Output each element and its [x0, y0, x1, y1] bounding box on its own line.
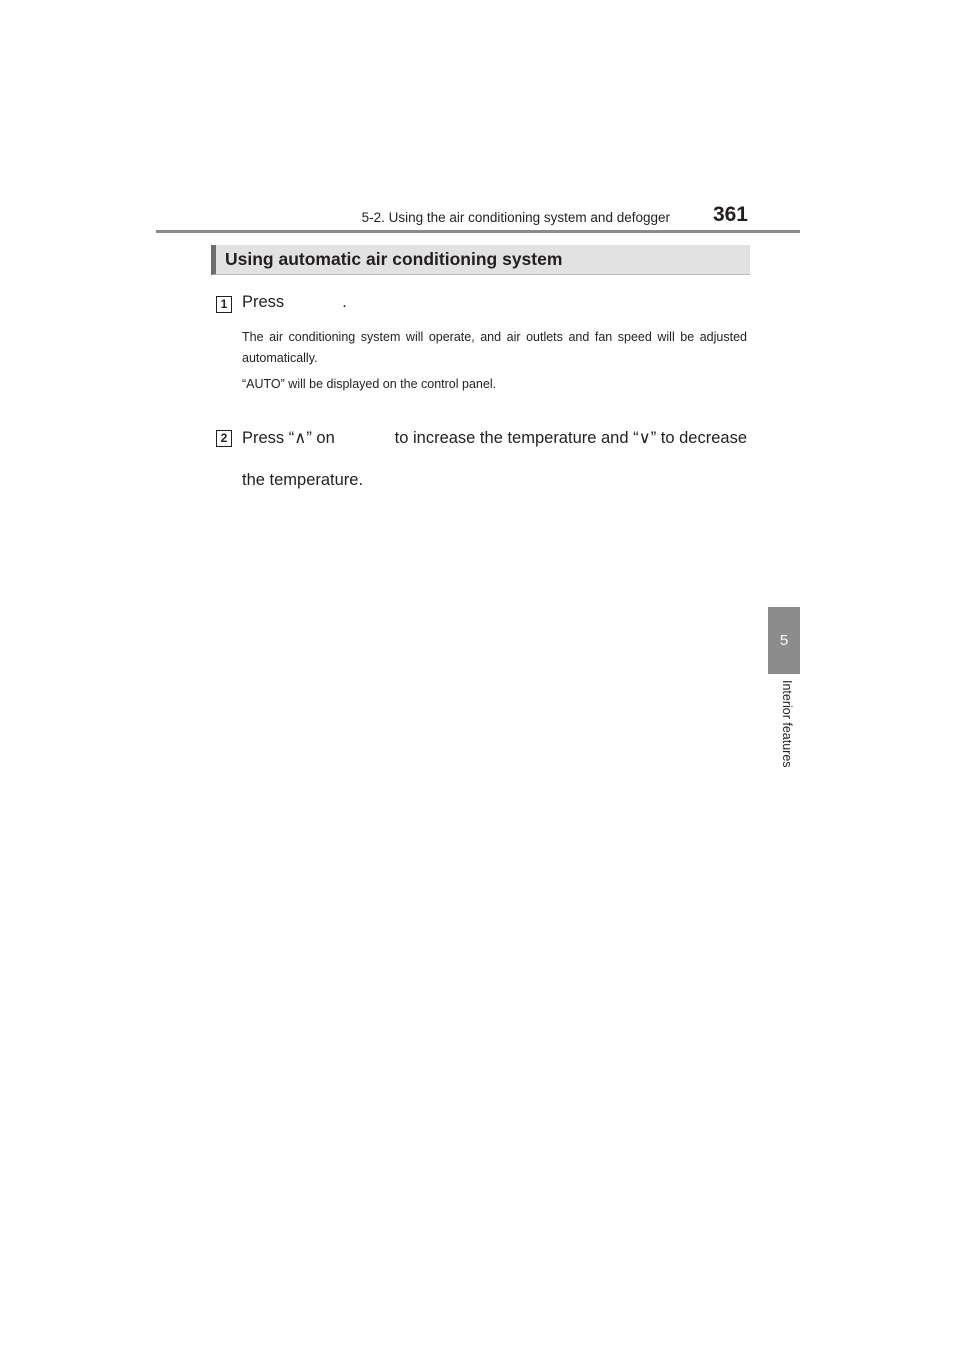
- step-number-badge: 1: [216, 296, 232, 313]
- step-1-instruction: [242, 293, 347, 312]
- page-header: [156, 200, 800, 233]
- header-rule: [156, 230, 800, 233]
- step-1-note-1: The air conditioning system will operate, and air outlets and fan speed will be adjusted automatically.: [242, 330, 747, 365]
- page-number: 361: [712, 203, 748, 226]
- step-2-text-part-1: Press “∧” on: [242, 429, 335, 447]
- step-2-text-part-2: to increase the temperature and “∨” to decrease: [394, 429, 747, 447]
- chapter-tab: 5: [768, 607, 800, 674]
- step-2-instruction-line-1: [242, 428, 747, 448]
- step-1-text-before: Press: [242, 293, 285, 311]
- step-number-badge: 2: [216, 430, 232, 447]
- chapter-label: Interior features: [780, 680, 794, 768]
- section-heading: [211, 245, 750, 275]
- step-2-instruction-line-2: the temperature.: [242, 471, 364, 489]
- section-heading-text: Using automatic air conditioning system: [225, 249, 563, 269]
- step-1-note-2: “AUTO” will be displayed on the control panel.: [242, 377, 497, 391]
- step-1-text-after: .: [342, 293, 347, 311]
- header-title: 5-2. Using the air conditioning system and defogger: [361, 210, 670, 225]
